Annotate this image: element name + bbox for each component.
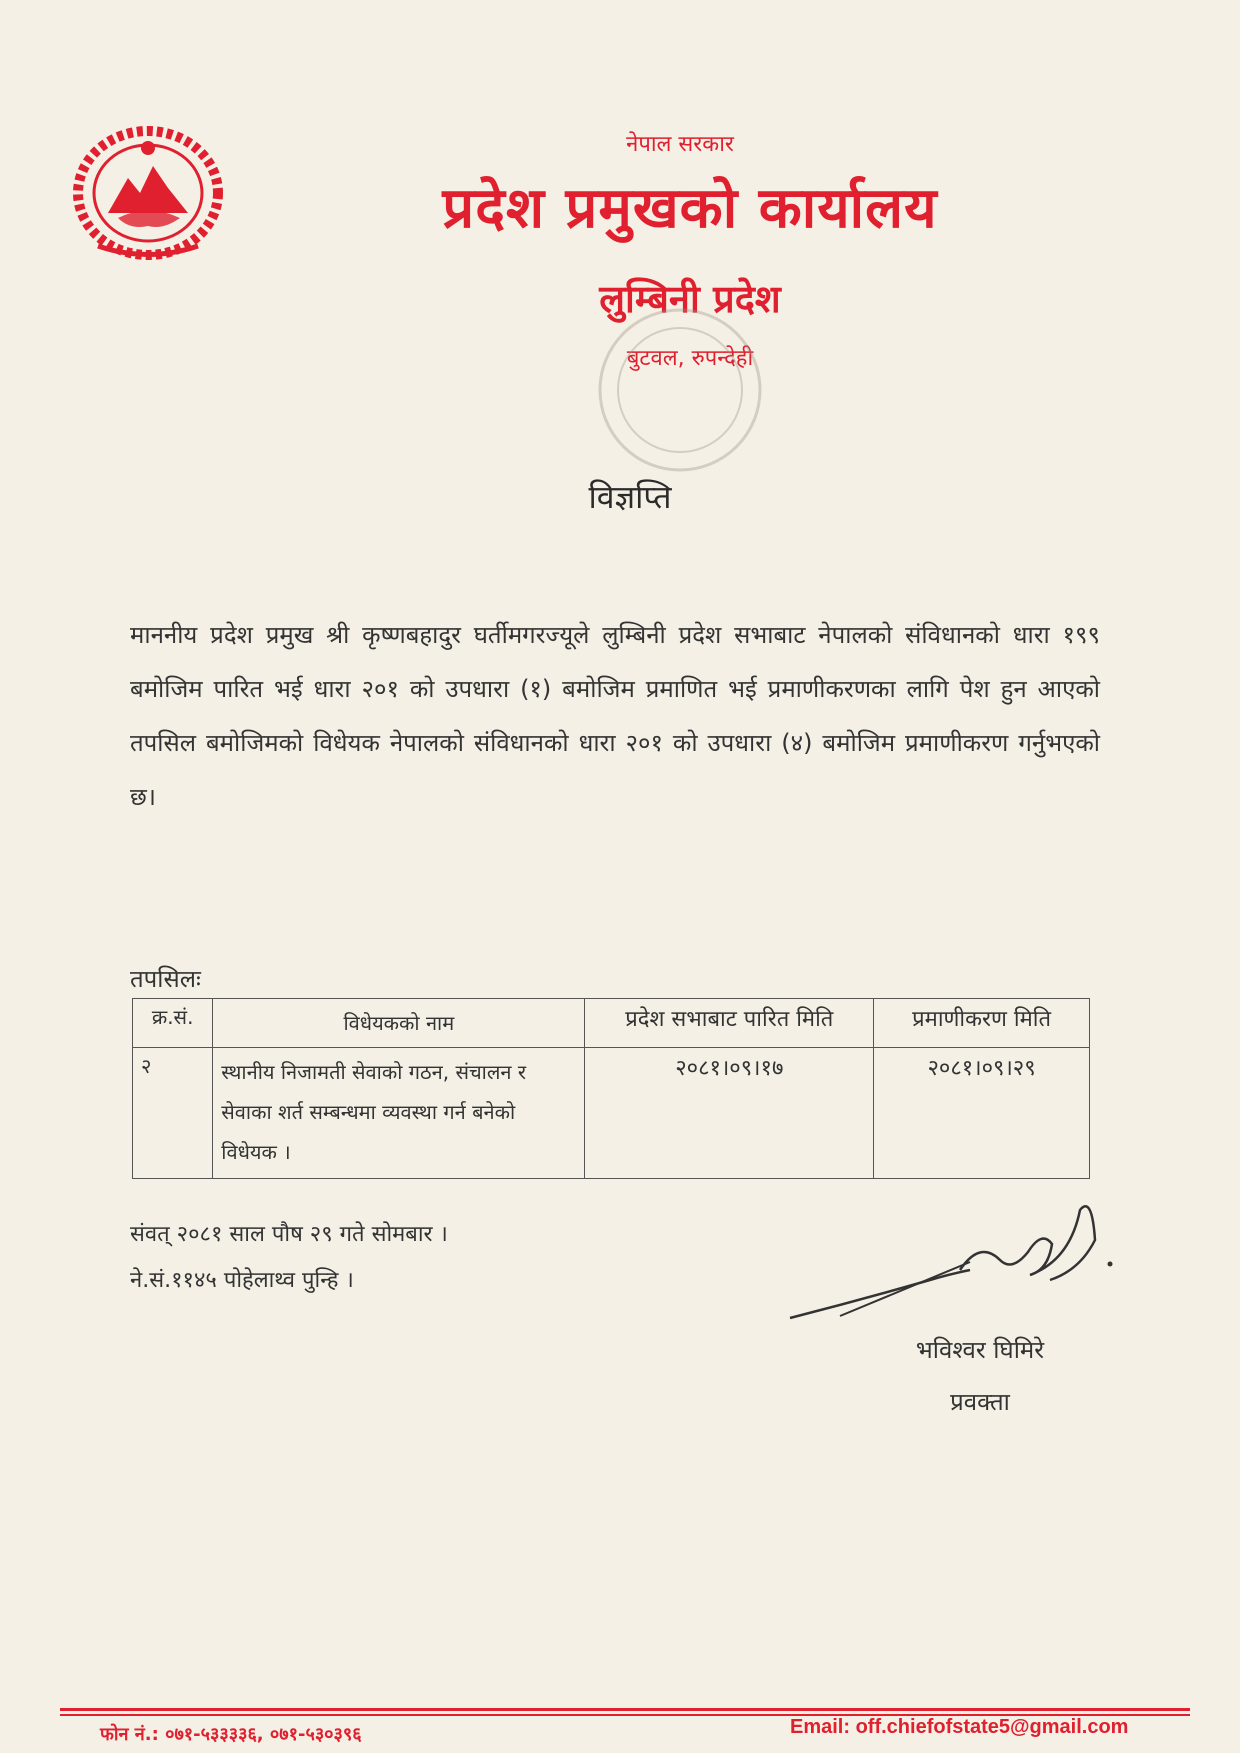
table-row — [133, 1048, 1090, 1179]
footer-email[interactable]: Email: off.chiefofstate5@gmail.com — [790, 1716, 1129, 1738]
bill-table — [132, 998, 1090, 1179]
office-location: बुटवल, रुपन्देही — [626, 346, 754, 371]
date-nepal-sambat: ने.सं.११४५ पोहेलाथ्व पुन्हि । — [130, 1268, 354, 1293]
col-header-sn: क्र.सं. — [133, 999, 213, 1048]
government-label: नेपाल सरकार — [626, 132, 734, 157]
signatory-title: प्रवक्ता — [950, 1388, 1010, 1416]
col-header-passed-date: प्रदेश सभाबाट पारित मिति — [585, 999, 874, 1048]
row-sn: २ — [133, 1048, 213, 1179]
row-passed-date: २०८१।०९।१७ — [585, 1048, 874, 1179]
nepal-emblem-icon — [68, 118, 228, 268]
col-header-bill-name: विधेयकको नाम — [213, 999, 585, 1048]
province-name: लुम्बिनी प्रदेश — [599, 277, 781, 321]
col-header-auth-date: प्रमाणीकरण मिति — [874, 999, 1090, 1048]
signatory-name: भविश्वर घिमिरे — [915, 1336, 1045, 1364]
table-header-row — [133, 999, 1090, 1048]
office-name: प्रदेश प्रमुखको कार्यालय — [442, 176, 938, 241]
office-seal-icon — [590, 300, 770, 480]
details-label: तपसिलः — [130, 965, 201, 993]
notice-title: विज्ञप्ति — [588, 478, 672, 516]
footer-phone: फोन नं.: ०७१-५३३३३६, ०७१-५३०३९६ — [100, 1724, 362, 1745]
date-bikram-sambat: संवत् २०८१ साल पौष २९ गते सोमबार । — [130, 1222, 448, 1247]
footer-rule — [60, 1708, 1190, 1711]
row-auth-date: २०८१।०९।२९ — [874, 1048, 1090, 1179]
date-block — [130, 1212, 448, 1304]
signature-icon — [780, 1200, 1140, 1340]
notice-body: माननीय प्रदेश प्रमुख श्री कृष्णबहादुर घर्तीमगरज्यूले लुम्बिनी प्रदेश सभाबाट नेपालको संविधानको धारा १९९ बमोजिम पारित भई धारा २०१ को उपधारा (१) बमोजिम प्रमाणित भई प्रमाणीकरणका लागि पेश हुन आएको तपसिल बमोजिमको विधेयक नेपालको संविधानको धारा २०१ को उपधारा (४) बमोजिम प्रमाणीकरण गर्नुभएको छ। — [130, 621, 1100, 811]
row-bill-name: स्थानीय निजामती सेवाको गठन, संचालन र सेवाका शर्त सम्बन्धमा व्यवस्था गर्न बनेको विधेयक । — [213, 1048, 585, 1179]
